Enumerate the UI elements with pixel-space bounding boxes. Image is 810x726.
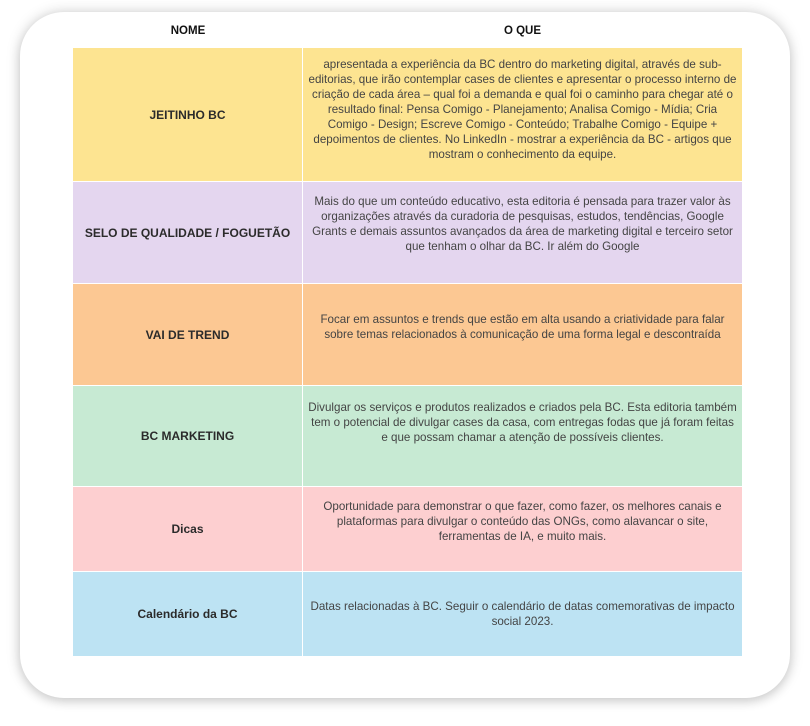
- row-description: Datas relacionadas à BC. Seguir o calendário de datas comemorativas de impacto social 2023.: [310, 600, 735, 628]
- row-description: Mais do que um conteúdo educativo, esta editoria é pensada para trazer valor às organizações através da curadoria de pesquisas, estudos, tendências, Google Grants e demais assuntos avançados da área de marketing digital e terceiro setor que tenham o olhar da BC. Ir além do Google: [312, 195, 733, 253]
- row-description: Focar em assuntos e trends que estão em alta usando a criatividade para falar sobre temas relacionados à comunicação de uma forma legal e descontraída: [320, 313, 725, 341]
- table-row: [73, 48, 742, 182]
- table-row: [73, 572, 742, 657]
- table-row: [73, 487, 742, 572]
- row-name: VAI DE TREND: [73, 284, 303, 385]
- row-name: SELO DE QUALIDADE / FOGUETÃO: [73, 182, 303, 283]
- table-row: [73, 182, 742, 284]
- table-header: [73, 14, 742, 48]
- row-description: apresentada a experiência da BC dentro do marketing digital, através de sub-editorias, que irão contemplar cases de clientes e apresentar o processo interno de criação de cada área – qual foi a demanda e qual foi o caminho para chegar até o resultado final: Pensa Comigo - Planejamento; Analisa Comigo - Mídia; Cria Comigo - Design; Escreve Comigo - Conteúdo; Trabalhe Comigo - Equipe + depoimentos de clientes. No LinkedIn - mostrar a experiência da BC - artigos que mostram o conhecimento da equipe.: [308, 58, 737, 161]
- table-row: [73, 284, 742, 386]
- table-row: [73, 386, 742, 487]
- row-name: Calendário da BC: [73, 572, 303, 656]
- row-description: Oportunidade para demonstrar o que fazer, como fazer, os melhores canais e plataformas para divulgar o conteúdo das ONGs, como alavancar o site, ferramentas de IA, e muito mais.: [323, 500, 722, 543]
- header-what: O QUE: [503, 25, 542, 37]
- row-name: JEITINHO BC: [73, 48, 303, 181]
- header-name: NOME: [170, 25, 206, 37]
- row-name: Dicas: [73, 487, 303, 571]
- editorial-table: [73, 14, 742, 657]
- row-name: BC MARKETING: [73, 386, 303, 486]
- row-description: Divulgar os serviços e produtos realizados e criados pela BC. Esta editoria também tem o potencial de divulgar cases da casa, com entregas fodas que já foram feitas e que possam chamar a atenção de possíveis clientes.: [308, 401, 737, 444]
